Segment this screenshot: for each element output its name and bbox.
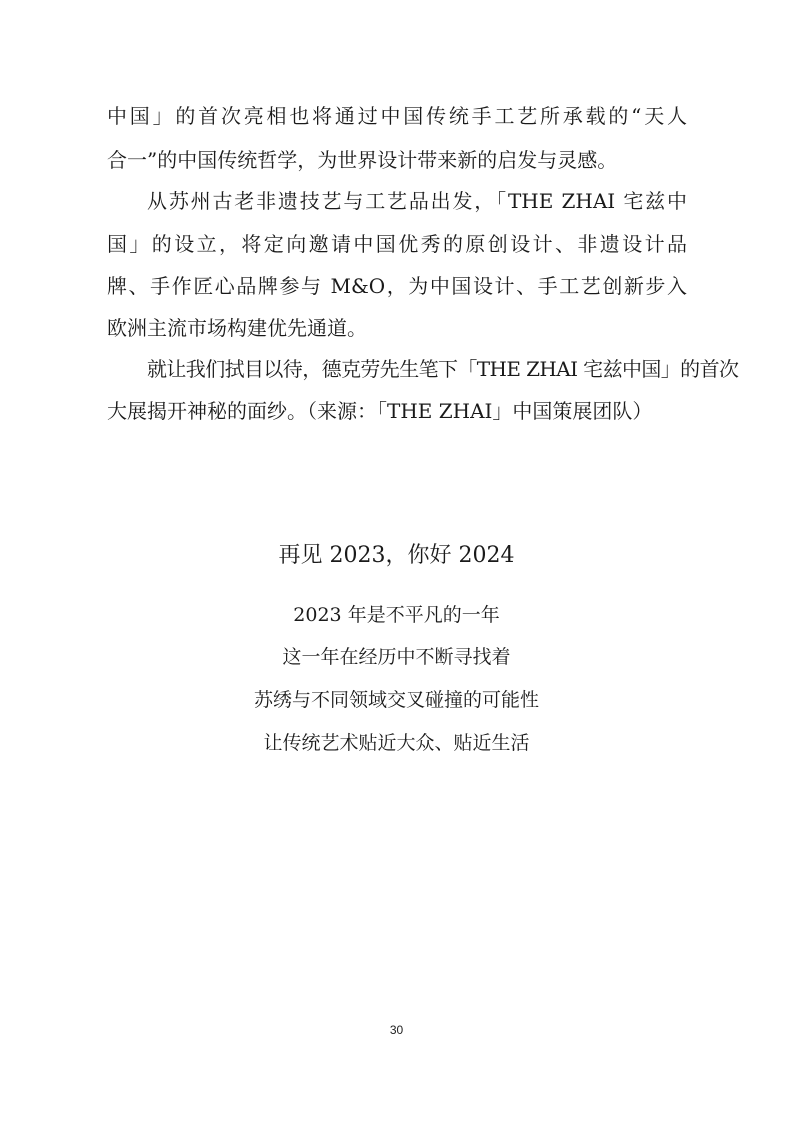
- section-title: 再见 2023，你好 2024: [278, 543, 515, 568]
- paragraph-2-line-2: 国」的设立，将定向邀请中国优秀的原创设计、非遗设计品: [107, 232, 687, 256]
- poem-line-1: 2023 年是不平凡的一年: [293, 604, 500, 626]
- paragraph-2-line-1: 从苏州古老非遗技艺与工艺品出发，「THE ZHAI 宅兹中: [147, 189, 687, 213]
- paragraph-3-line-2: 大展揭开神秘的面纱。（来源：「THE ZHAI」中国策展团队）: [107, 399, 653, 423]
- poem-line-4: 让传统艺术贴近大众、贴近生活: [263, 732, 530, 754]
- poem-line-2: 这一年在经历中不断寻找着: [282, 646, 511, 668]
- paragraph-1-line-2: 合一”的中国传统哲学，为世界设计带来新的启发与灵感。: [107, 148, 618, 172]
- paragraph-3-line-1: 就让我们拭目以待，德克劳先生笔下「THE ZHAI 宅兹中国」的首次: [147, 357, 739, 381]
- paragraph-2-line-4: 欧洲主流市场构建优先通道。: [107, 316, 367, 340]
- page-number: 30: [389, 1023, 404, 1037]
- poem-line-3: 苏绣与不同领域交叉碰撞的可能性: [253, 689, 539, 711]
- paragraph-1-line-1: 中国」的首次亮相也将通过中国传统手工艺所承载的“天人: [107, 104, 687, 128]
- paragraph-2-line-3: 牌、手作匠心品牌参与 M&O，为中国设计、手工艺创新步入: [107, 274, 687, 298]
